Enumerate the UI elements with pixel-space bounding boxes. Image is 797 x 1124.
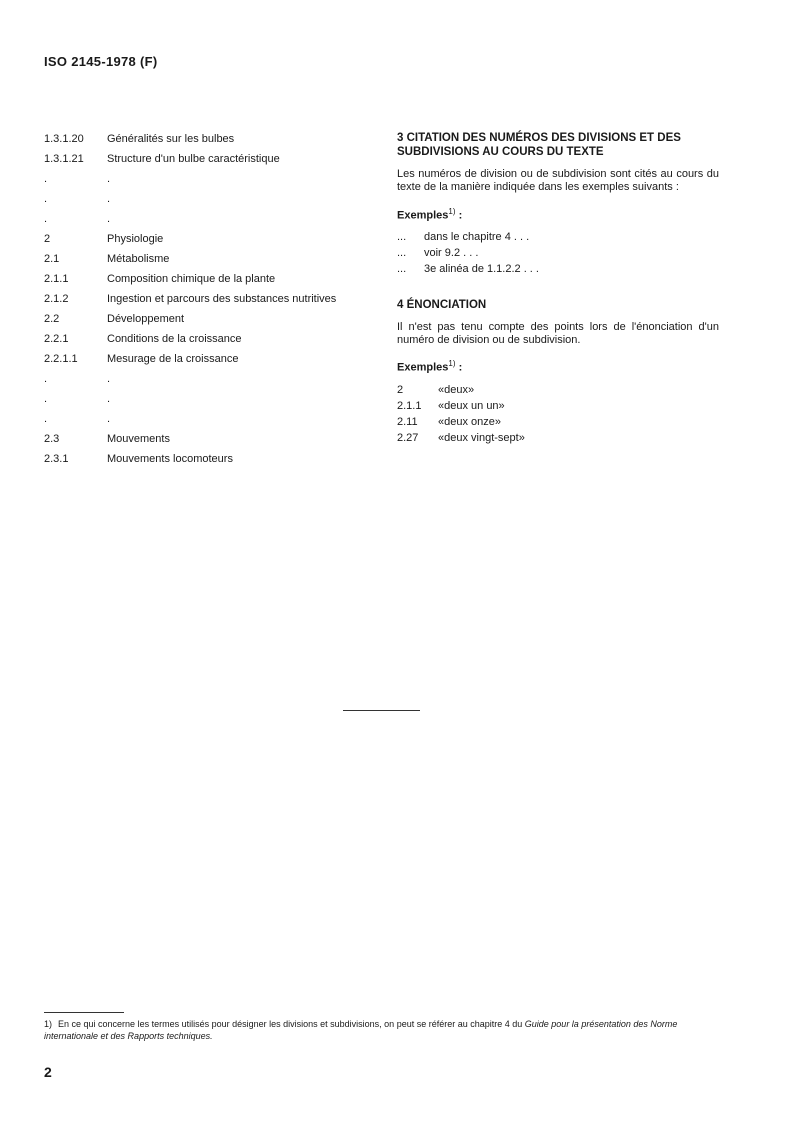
list-item bbox=[44, 249, 374, 269]
example-ellipsis: ... bbox=[397, 230, 407, 243]
list-item-text: Conditions de la croissance bbox=[107, 333, 242, 345]
section-4-examples-label bbox=[397, 357, 719, 375]
list-item-number: 2.2.1 bbox=[44, 333, 69, 345]
list-item-text: Mouvements bbox=[107, 433, 170, 445]
section-4-examples bbox=[397, 382, 719, 446]
list-item-text: . bbox=[107, 173, 111, 185]
example-words: «deux onze» bbox=[438, 416, 501, 429]
list-item-number: 2.2 bbox=[44, 313, 60, 325]
example-number: 2.11 bbox=[397, 416, 418, 429]
example-row bbox=[397, 229, 719, 245]
section-3-paragraph: Les numéros de division ou de subdivision sont cités au cours du texte de la manière indiquée dans les exemples suivants : bbox=[397, 168, 719, 193]
examples-colon: : bbox=[458, 361, 463, 374]
examples-label-text: Exemples bbox=[397, 209, 449, 222]
example-text: 3e alinéa de 1.1.2.2 . . . bbox=[424, 262, 539, 275]
list-item-text: . bbox=[107, 393, 111, 405]
list-item-text: Développement bbox=[107, 313, 185, 325]
example-text: voir 9.2 . . . bbox=[424, 246, 479, 259]
list-item-text: Mouvements locomoteurs bbox=[107, 453, 233, 465]
examples-label-text: Exemples bbox=[397, 361, 449, 374]
list-item bbox=[44, 409, 374, 429]
list-item-number: 2.3 bbox=[44, 433, 60, 445]
section-3-title-line-2: SUBDIVISIONS AU COURS DU TEXTE bbox=[397, 146, 604, 158]
page-number: 2 bbox=[44, 1064, 52, 1080]
list-item bbox=[44, 289, 374, 309]
list-item-number: . bbox=[44, 193, 48, 205]
footnote-divider bbox=[44, 1012, 124, 1013]
example-text: dans le chapitre 4 . . . bbox=[424, 230, 530, 243]
list-item-number: 2.2.1.1 bbox=[44, 353, 78, 365]
list-item-number: . bbox=[44, 173, 48, 185]
example-row bbox=[397, 245, 719, 261]
list-item bbox=[44, 329, 374, 349]
list-item-number: 2 bbox=[44, 233, 51, 245]
contents-list bbox=[44, 129, 374, 469]
example-row bbox=[397, 398, 719, 414]
footnote-text: En ce qui concerne les termes utilisés pour désigner les divisions et subdivisions, on peut se référer au chapitre 4 du bbox=[58, 1019, 525, 1029]
list-item-number: 2.3.1 bbox=[44, 453, 69, 465]
list-item-number: . bbox=[44, 413, 48, 425]
footnote-mark: 1) bbox=[44, 1019, 53, 1029]
list-item bbox=[44, 309, 374, 329]
list-item-text: . bbox=[107, 373, 111, 385]
list-item bbox=[44, 389, 374, 409]
list-item-text: Généralités sur les bulbes bbox=[107, 133, 235, 145]
list-item bbox=[44, 189, 374, 209]
document-id: ISO 2145-1978 (F) bbox=[44, 54, 158, 69]
list-item-text: Physiologie bbox=[107, 233, 164, 245]
list-item-text: Mesurage de la croissance bbox=[107, 353, 239, 365]
footnote-italic-title: Guide pour la présentation des Norme internationale et des Rapports techniques. bbox=[44, 1019, 678, 1041]
list-item bbox=[44, 169, 374, 189]
list-item-text: Ingestion et parcours des substances nutritives bbox=[107, 293, 337, 305]
list-item bbox=[44, 229, 374, 249]
list-item-text: . bbox=[107, 193, 111, 205]
list-item-text: Métabolisme bbox=[107, 253, 170, 265]
section-4-paragraph: Il n'est pas tenu compte des points lors de l'énonciation d'un numéro de division ou de subdivision. bbox=[397, 320, 719, 346]
section-4 bbox=[397, 298, 719, 447]
example-number: 2.1.1 bbox=[397, 400, 422, 413]
list-item-number: 1.3.1.20 bbox=[44, 133, 84, 145]
examples-colon: : bbox=[458, 209, 463, 222]
footnote-ref: 1) bbox=[448, 207, 456, 216]
section-3 bbox=[397, 131, 719, 277]
list-item-number: 2.1 bbox=[44, 253, 60, 265]
list-item-number: . bbox=[44, 393, 48, 405]
example-number: 2.27 bbox=[397, 432, 419, 445]
list-item bbox=[44, 269, 374, 289]
example-words: «deux» bbox=[438, 384, 475, 397]
list-item-text: . bbox=[107, 213, 111, 225]
example-number: 2 bbox=[397, 384, 404, 397]
example-ellipsis: ... bbox=[397, 246, 407, 259]
section-3-examples bbox=[397, 229, 719, 277]
section-3-title-line-1: 3 CITATION DES NUMÉROS DES DIVISIONS ET DES bbox=[397, 132, 681, 144]
list-item bbox=[44, 369, 374, 389]
list-item bbox=[44, 349, 374, 369]
example-row bbox=[397, 261, 719, 277]
list-item-number: 2.1.1 bbox=[44, 273, 69, 285]
footnote-ref: 1) bbox=[448, 358, 456, 368]
example-row bbox=[397, 382, 719, 398]
example-words: «deux un un» bbox=[438, 400, 505, 413]
section-3-examples-label bbox=[397, 205, 719, 223]
list-item-text: Composition chimique de la plante bbox=[107, 273, 276, 285]
example-row bbox=[397, 414, 719, 430]
list-item bbox=[44, 429, 374, 449]
list-item-number: 2.1.2 bbox=[44, 293, 69, 305]
section-4-title: 4 ÉNONCIATION bbox=[397, 298, 487, 311]
list-item-text: Structure d'un bulbe caractéristique bbox=[107, 153, 280, 165]
section-divider bbox=[343, 710, 420, 711]
example-ellipsis: ... bbox=[397, 262, 407, 275]
list-item bbox=[44, 209, 374, 229]
example-words: «deux vingt-sept» bbox=[438, 432, 525, 445]
list-item-number: . bbox=[44, 373, 48, 385]
list-item bbox=[44, 449, 374, 469]
list-item-number: 1.3.1.21 bbox=[44, 153, 84, 165]
list-item bbox=[44, 149, 374, 169]
list-item bbox=[44, 129, 374, 149]
right-column bbox=[397, 131, 719, 446]
list-item-number: . bbox=[44, 213, 48, 225]
example-row bbox=[397, 430, 719, 446]
section-3-title bbox=[397, 131, 719, 159]
list-item-text: . bbox=[107, 413, 111, 425]
footnote bbox=[44, 1018, 720, 1042]
